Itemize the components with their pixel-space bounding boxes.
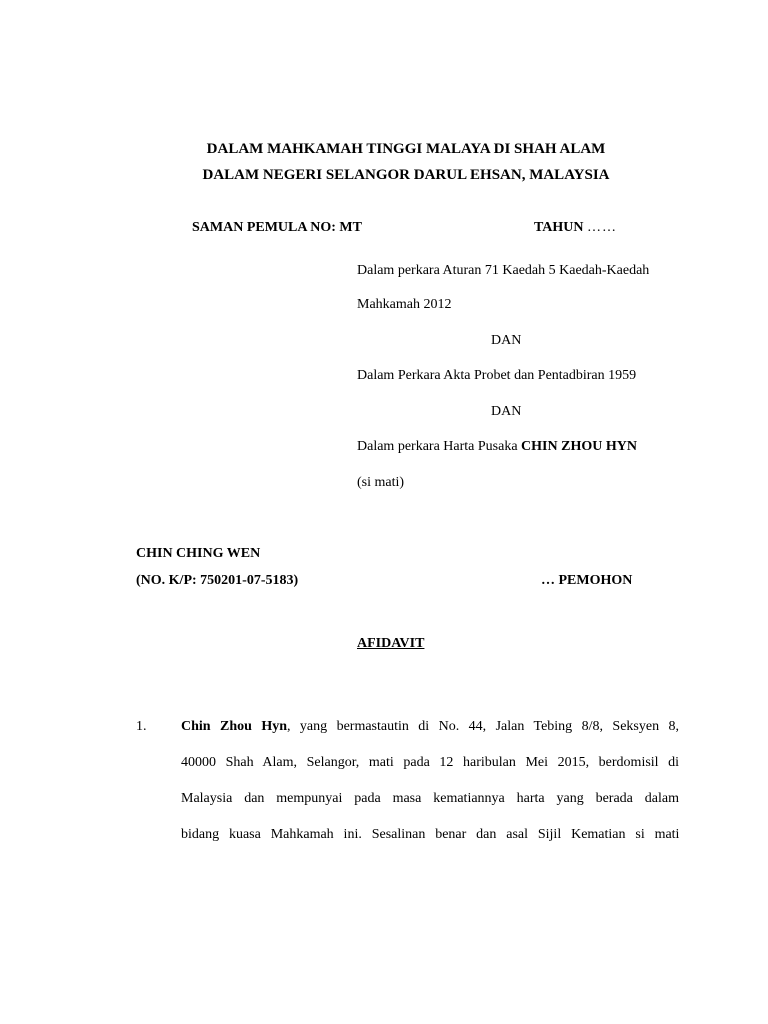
dan-separator-1: DAN	[491, 333, 522, 348]
tahun-label: TAHUN	[534, 220, 584, 235]
document-title: AFIDAVIT	[357, 636, 425, 651]
deceased-name: CHIN ZHOU HYN	[521, 439, 637, 454]
deceased-note: (si mati)	[357, 475, 405, 490]
applicant-ic: (NO. K/P: 750201-07-5183)	[136, 573, 299, 588]
dan-separator-2: DAN	[491, 404, 522, 419]
applicant-name: CHIN CHING WEN	[136, 546, 261, 561]
paragraph-line-1-rest: , yang bermastautin di No. 44, Jalan Tebing 8/8, Seksyen 8,	[287, 719, 680, 734]
court-heading-line-2: DALAM NEGERI SELANGOR DARUL EHSAN, MALAYSIA	[202, 167, 610, 183]
paragraph-line-3: Malaysia dan mempunyai pada masa kematiannya harta yang berada dalam	[181, 791, 679, 806]
tahun-field	[534, 221, 617, 235]
court-heading-line-1: DALAM MAHKAMAH TINGGI MALAYA DI SHAH ALAM	[206, 141, 606, 157]
paragraph-deceased-name: Chin Zhou Hyn	[181, 719, 288, 734]
applicant-role: … PEMOHON	[541, 573, 633, 588]
estate-prefix: Dalam perkara Harta Pusaka	[357, 439, 518, 454]
paragraph-line-2: 40000 Shah Alam, Selangor, mati pada 12 haribulan Mei 2015, berdomisil di	[181, 755, 680, 770]
paragraph-number: 1.	[136, 719, 147, 734]
saman-pemula-label: SAMAN PEMULA NO: MT	[192, 220, 362, 235]
matter-act-line: Dalam Perkara Akta Probet dan Pentadbiran 1959	[357, 368, 637, 383]
paragraph-line-4: bidang kuasa Mahkamah ini. Sesalinan benar dan asal Sijil Kematian si mati	[181, 827, 680, 842]
matter-rule-line-2: Mahkamah 2012	[357, 297, 452, 312]
matter-estate-line	[357, 440, 637, 454]
paragraph-line-1	[181, 720, 679, 734]
tahun-dots: ……	[587, 220, 618, 235]
matter-rule-line-1: Dalam perkara Aturan 71 Kaedah 5 Kaedah-Kaedah	[357, 263, 650, 278]
